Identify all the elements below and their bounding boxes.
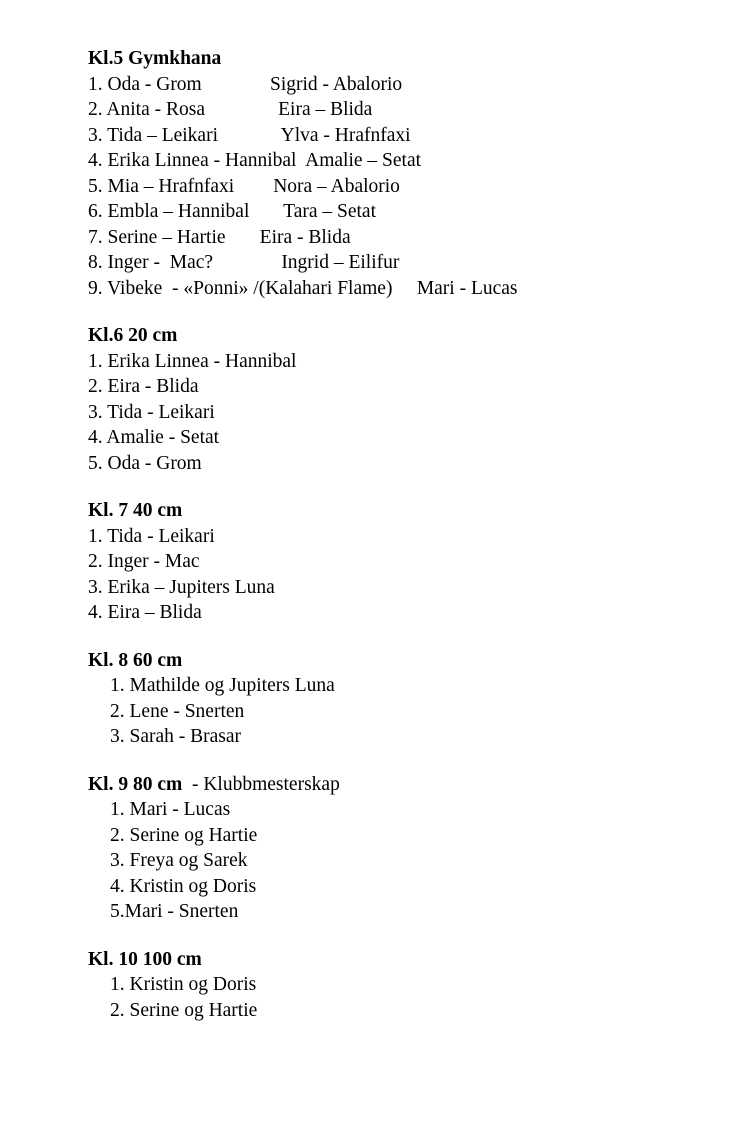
section-title-text: Kl. 9 80 cm <box>88 773 188 795</box>
list-item: 5. Oda - Grom <box>88 452 202 474</box>
section-title <box>88 323 696 349</box>
list-item: 2. Serine og Hartie <box>110 999 258 1021</box>
section-title <box>88 648 696 674</box>
section-title-text: Kl. 10 100 cm <box>88 948 202 970</box>
list-item: 1. Mari - Lucas <box>110 799 231 820</box>
sections-container <box>88 46 696 1023</box>
section-title-text: Kl. 8 60 cm <box>88 649 183 671</box>
entry-list <box>88 797 696 925</box>
list-item: 2. Anita - Rosa Eira – Blida <box>88 99 373 120</box>
list-item: 5. Mia – Hrafnfaxi Nora – Abalorio <box>88 175 400 197</box>
class-section <box>88 46 696 301</box>
list-item: 3. Tida - Leikari <box>88 401 215 423</box>
list-item: 2. Serine og Hartie <box>110 824 258 846</box>
list-item: 3. Erika – Jupiters Luna <box>88 576 275 598</box>
section-title <box>88 947 696 973</box>
list-item: 4. Amalie - Setat <box>88 427 220 448</box>
section-title-text: Kl.6 20 cm <box>88 325 178 346</box>
entry-list <box>88 972 696 1023</box>
class-section <box>88 323 696 476</box>
list-item: 4. Erika Linnea - Hannibal Amalie – Setat <box>88 150 422 171</box>
class-section <box>88 498 696 626</box>
list-item: 3. Freya og Sarek <box>110 850 248 871</box>
section-title-text: Kl.5 Gymkhana <box>88 48 222 69</box>
section-title <box>88 772 696 798</box>
list-item: 3. Sarah - Brasar <box>110 726 242 747</box>
list-item: 7. Serine – Hartie Eira - Blida <box>88 226 351 248</box>
list-item: 1. Mathilde og Jupiters Luna <box>110 675 335 696</box>
list-item: 5.Mari - Snerten <box>110 901 239 922</box>
entry-list <box>88 349 696 477</box>
list-item: 4. Kristin og Doris <box>110 875 257 897</box>
list-item: 4. Eira – Blida <box>88 602 202 623</box>
list-item: 6. Embla – Hannibal Tara – Setat <box>88 201 376 222</box>
class-section <box>88 947 696 1024</box>
section-title-text: Kl. 7 40 cm <box>88 500 183 521</box>
entry-list <box>88 72 696 302</box>
list-item: 1. Tida - Leikari <box>88 525 215 547</box>
section-title-suffix: - Klubbmesterskap <box>187 773 340 795</box>
list-item: 8. Inger - Mac? Ingrid – Eilifur <box>88 252 400 273</box>
class-section <box>88 648 696 750</box>
class-section <box>88 772 696 925</box>
section-title <box>88 46 696 72</box>
list-item: 1. Kristin og Doris <box>110 974 257 995</box>
entry-list <box>88 524 696 626</box>
list-item: 2. Inger - Mac <box>88 551 200 572</box>
entry-list <box>88 673 696 750</box>
list-item: 1. Erika Linnea - Hannibal <box>88 350 297 372</box>
list-item: 3. Tida – Leikari Ylva - Hrafnfaxi <box>88 124 411 146</box>
list-item: 9. Vibeke - «Ponni» /(Kalahari Flame) Mari - Lucas <box>88 277 518 299</box>
list-item: 1. Oda - Grom Sigrid - Abalorio <box>88 73 403 95</box>
section-title <box>88 498 696 524</box>
list-item: 2. Lene - Snerten <box>110 700 245 722</box>
list-item: 2. Eira - Blida <box>88 376 199 397</box>
